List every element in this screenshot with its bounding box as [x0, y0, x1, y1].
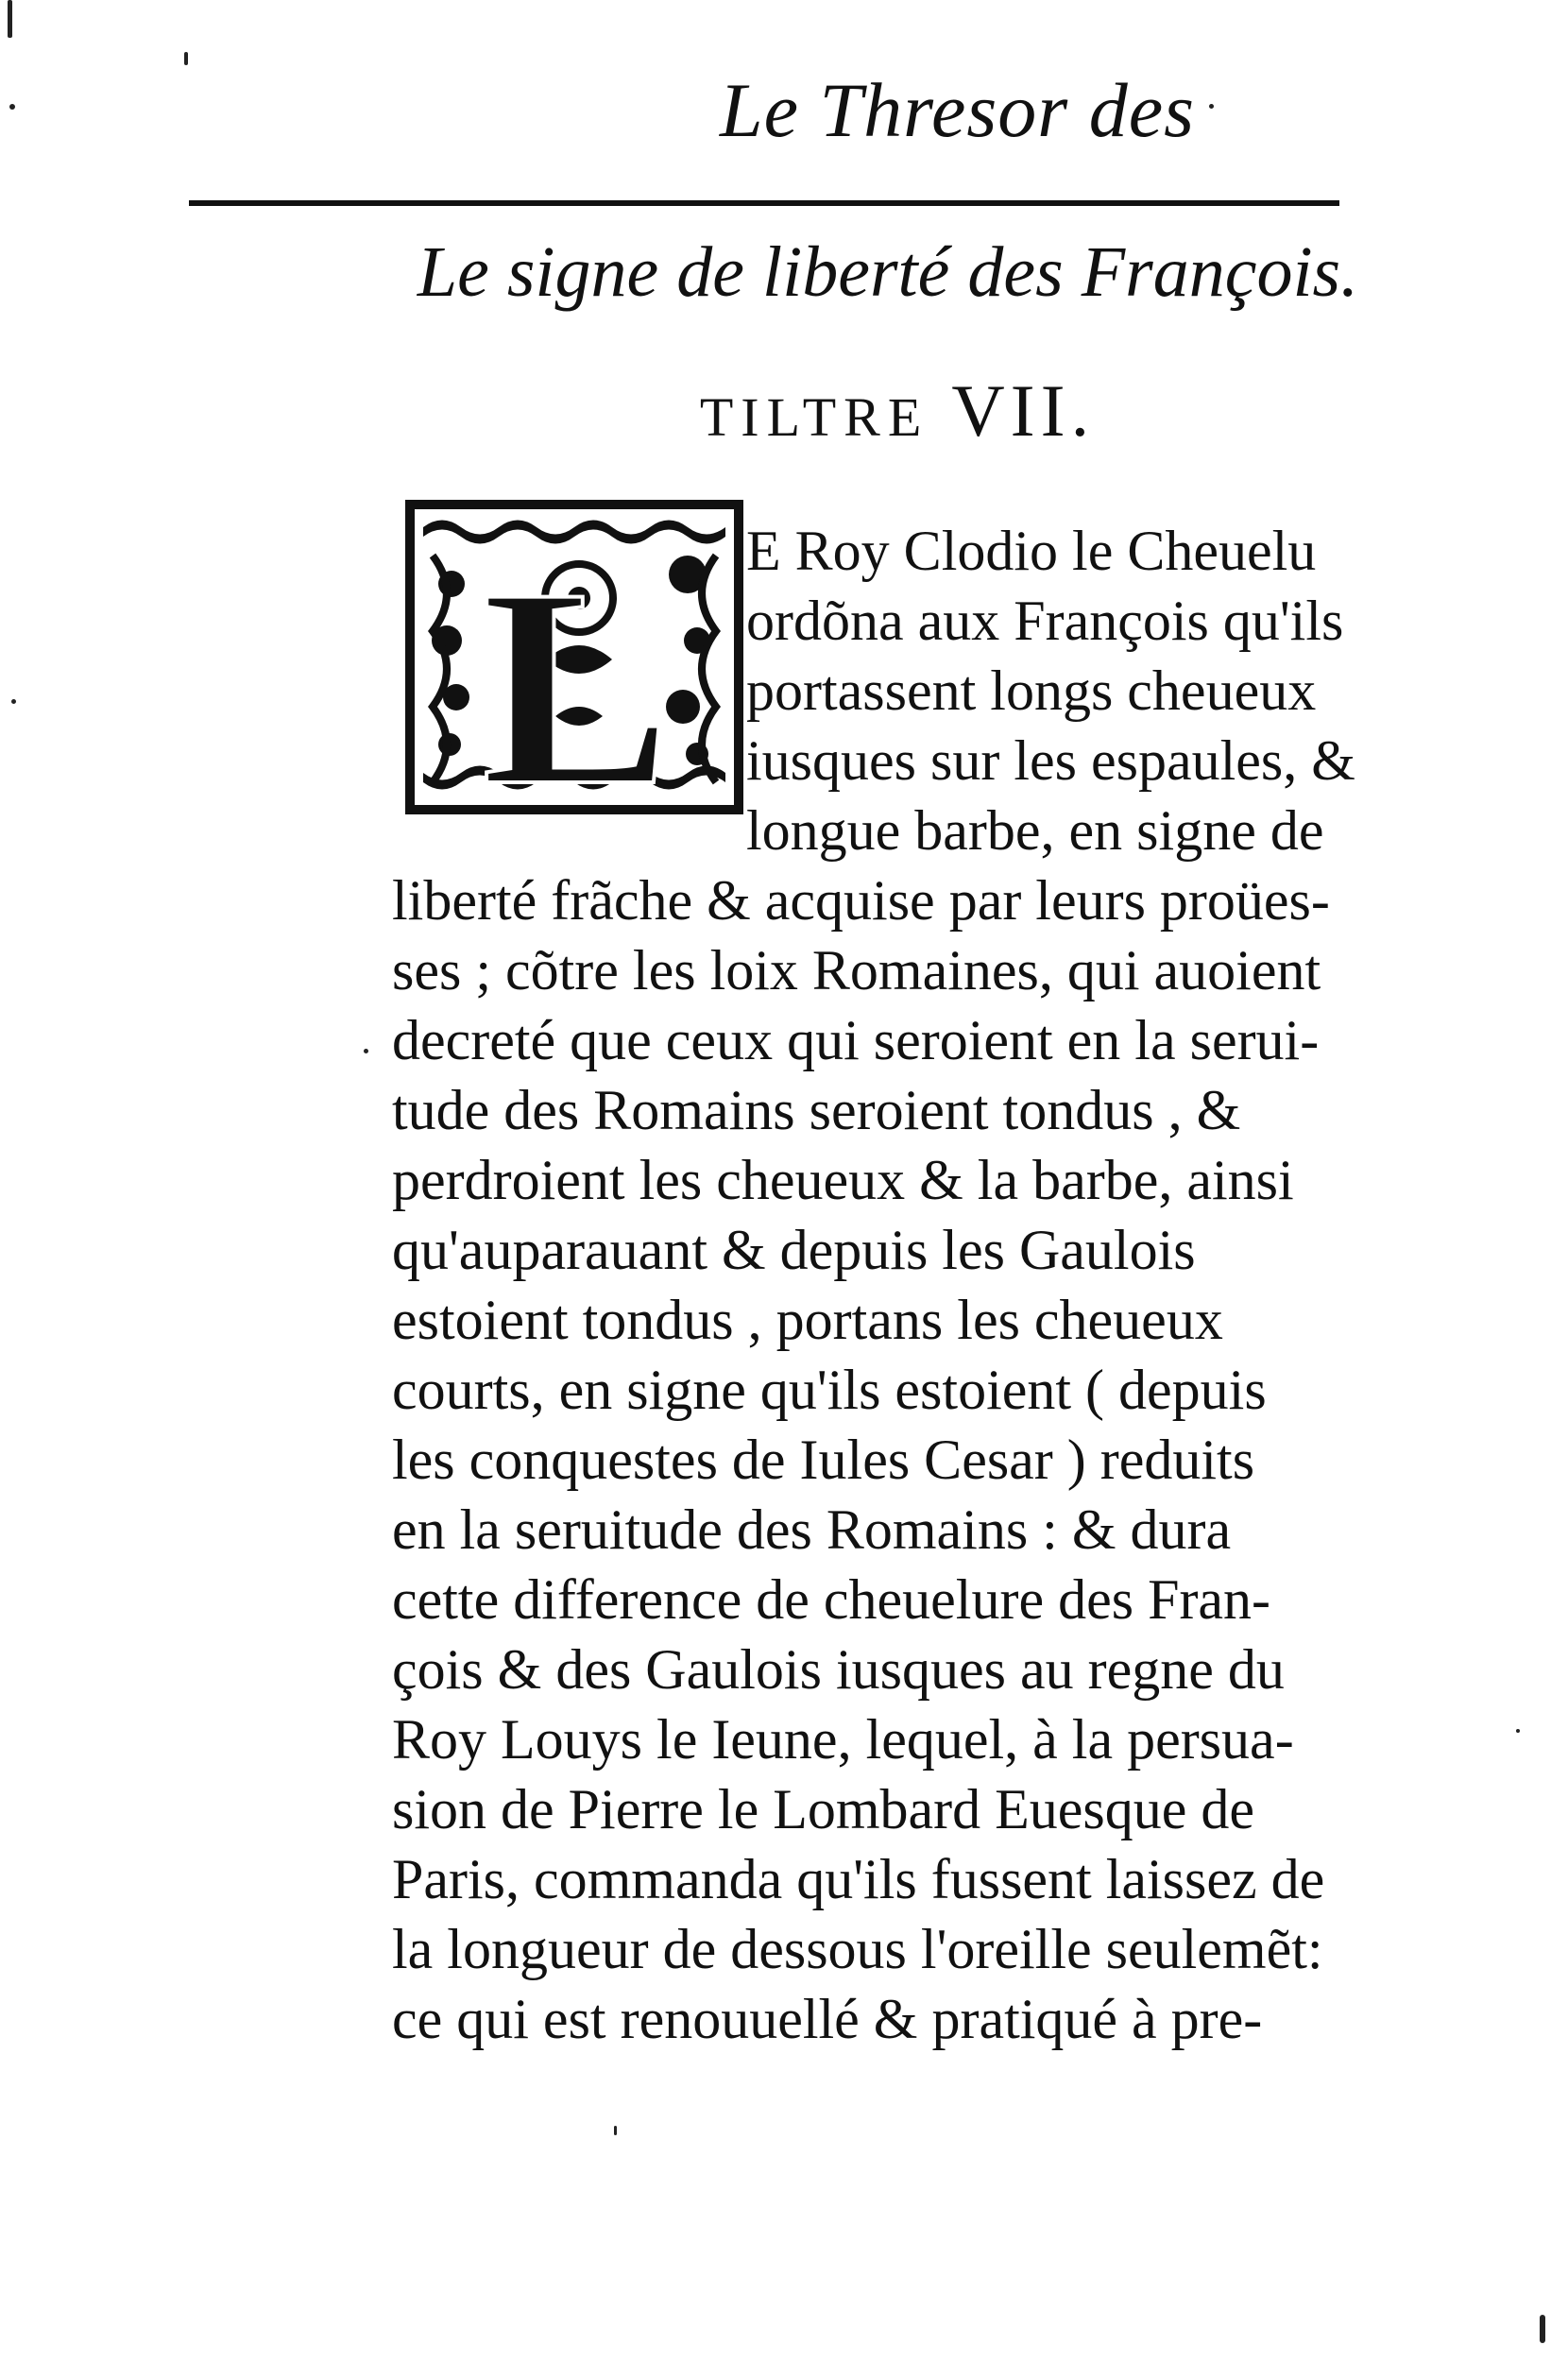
title-label: TILTRE [699, 386, 929, 448]
body-line: liberté frãche & acquise par leurs proües- [392, 869, 1330, 932]
body-line: en la seruitude des Romains : & dura [392, 1498, 1232, 1561]
body-line: perdroient les cheueux & la barbe, ainsi [392, 1149, 1294, 1211]
body-line: cette difference de cheuelure des Fran- [392, 1568, 1271, 1631]
body-line: ses ; cõtre les loix Romaines, qui auoient [392, 939, 1321, 1001]
body-line: courts, en signe qu'ils estoient ( depuis [392, 1359, 1267, 1421]
body-line: qu'auparauant & depuis les Gaulois [392, 1219, 1196, 1281]
chapter-title: Le signe de liberté des François. [417, 232, 1359, 312]
body-line: longue barbe, en signe de [746, 799, 1324, 862]
decorated-initial-letter [404, 499, 744, 815]
body-line: estoient tondus , portans les cheueux [392, 1289, 1223, 1351]
title-number [0, 368, 1568, 454]
body-line: les conquestes de Iules Cesar ) reduits [392, 1429, 1255, 1491]
header-rule [189, 200, 1339, 206]
body-line: ordõna aux François qu'ils [746, 590, 1344, 652]
title-numeral: VII. [951, 369, 1096, 452]
dropcap-letter: L [482, 530, 672, 815]
body-line: Roy Louys le Ieune, lequel, à la persua- [392, 1708, 1294, 1771]
body-line: iusques sur les espaules, & [746, 729, 1355, 792]
body-line: tude des Romains seroient tondus , & [392, 1079, 1241, 1141]
body-line: ce qui est renouuellé & pratiqué à pre- [392, 1988, 1263, 2050]
body-line: E Roy Clodio le Cheuelu [746, 520, 1317, 582]
body-line: decreté que ceux qui seroient en la serui- [392, 1009, 1320, 1071]
body-line: Paris, commanda qu'ils fussent laissez de [392, 1848, 1325, 1910]
running-head: Le Thresor des [720, 67, 1195, 153]
body-line: çois & des Gaulois iusques au regne du [392, 1638, 1285, 1701]
body-line: portassent longs cheueux [746, 659, 1317, 722]
body-line: sion de Pierre le Lombard Euesque de [392, 1778, 1255, 1840]
body-line: la longueur de dessous l'oreille seulemẽt: [392, 1918, 1323, 1980]
